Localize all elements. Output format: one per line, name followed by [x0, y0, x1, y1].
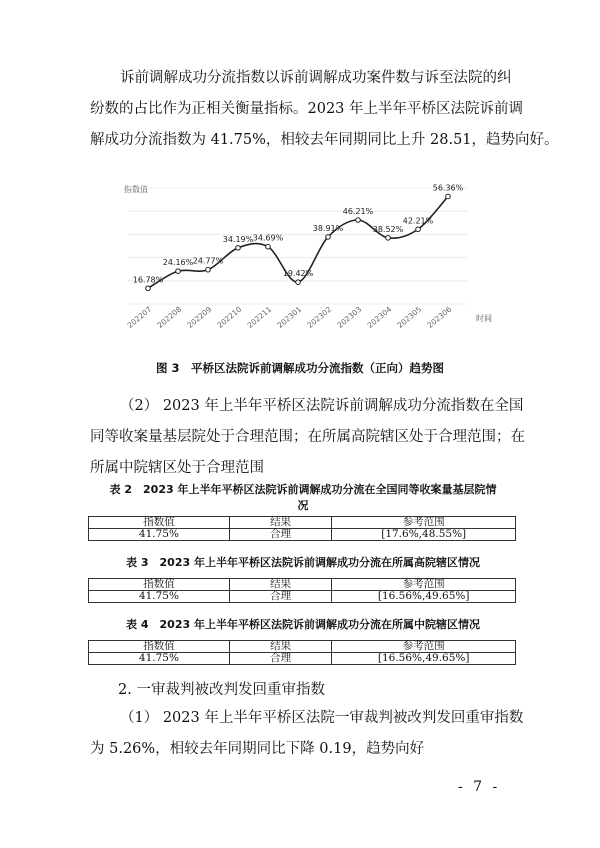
- data-label: 16.78%: [132, 275, 164, 285]
- x-tick-label: 202208: [155, 304, 184, 330]
- caption-line: 表 4 2023 年上半年平桥区法院诉前调解成功分流在所属中院辖区情况: [126, 618, 480, 631]
- data-point: [236, 246, 241, 251]
- data-label: 38.52%: [372, 224, 404, 234]
- paragraph-line: 所属中院辖区处于合理范围: [90, 460, 264, 476]
- range-cell: [16.56%,49.65%]: [332, 591, 516, 603]
- data-label: 34.19%: [222, 234, 254, 244]
- chart-xlabel: 时间: [476, 314, 492, 323]
- data-label: 24.16%: [162, 258, 194, 268]
- x-tick-label: 202304: [365, 304, 394, 330]
- x-tick-label: 202209: [185, 304, 214, 330]
- chart-ylabel: 指数值: [124, 185, 148, 194]
- data-point: [386, 236, 391, 241]
- data-label: 46.21%: [342, 206, 374, 216]
- range-cell: [17.6%,48.55%]: [332, 529, 516, 541]
- table-row: [89, 591, 516, 603]
- data-point: [446, 194, 451, 199]
- result-cell: 合理: [229, 653, 331, 665]
- data-point: [356, 218, 361, 223]
- data-point: [176, 269, 181, 274]
- header-cell: 结果: [229, 641, 331, 653]
- x-tick-label: 202305: [395, 304, 424, 330]
- paragraph-range: [90, 391, 525, 484]
- table-header-row: [89, 579, 516, 591]
- section-heading: 2. 一审裁判被改判发回重审指数: [118, 682, 325, 698]
- header-cell: 参考范围: [332, 517, 516, 529]
- paragraph-intro: [90, 63, 559, 156]
- header-cell: 指数值: [89, 579, 230, 591]
- reference-table-high-court: [88, 578, 516, 603]
- table-row: [89, 653, 516, 665]
- value-cell: 41.75%: [89, 529, 230, 541]
- table-row: [89, 529, 516, 541]
- paragraph-retrial: [90, 703, 524, 765]
- data-point: [326, 235, 331, 240]
- value-cell: 41.75%: [89, 653, 230, 665]
- header-cell: 指数值: [89, 517, 230, 529]
- data-label: 19.42%: [282, 269, 314, 279]
- data-label: 38.91%: [312, 223, 344, 233]
- header-cell: 参考范围: [332, 579, 516, 591]
- x-tick-label: 202301: [275, 304, 304, 330]
- header-cell: 指数值: [89, 641, 230, 653]
- header-cell: 结果: [229, 579, 331, 591]
- result-cell: 合理: [229, 591, 331, 603]
- paragraph-line: （2） 2023 年上半年平桥区法院诉前调解成功分流指数在全国: [120, 398, 524, 414]
- table-caption: [88, 617, 518, 633]
- figure-caption: 图 3 平桥区法院诉前调解成功分流指数（正向）趋势图: [155, 361, 444, 375]
- x-tick-label: 202207: [125, 304, 154, 330]
- x-tick-label: 202211: [245, 304, 274, 330]
- reference-table-intermediate-court: [88, 640, 516, 665]
- table-header-row: [89, 641, 516, 653]
- table-caption: [88, 482, 518, 514]
- paragraph-line: （1） 2023 年上半年平桥区法院一审裁判被改判发回重审指数: [120, 710, 524, 726]
- data-label: 42.21%: [402, 216, 434, 226]
- data-label: 34.69%: [252, 233, 284, 243]
- data-point: [416, 227, 421, 232]
- caption-line: 表 3 2023 年上半年平桥区法院诉前调解成功分流在所属高院辖区情况: [126, 556, 480, 569]
- data-point: [206, 267, 211, 272]
- data-point: [266, 244, 271, 249]
- x-tick-label: 202302: [305, 304, 334, 330]
- result-cell: 合理: [229, 529, 331, 541]
- data-point: [146, 286, 151, 291]
- page-number: - 7 -: [458, 779, 501, 795]
- x-tick-label: 202306: [425, 304, 454, 330]
- data-label: 56.36%: [432, 183, 464, 193]
- reference-table-national: [88, 516, 516, 541]
- value-cell: 41.75%: [89, 591, 230, 603]
- header-cell: 参考范围: [332, 641, 516, 653]
- paragraph-line: 解成功分流指数为 41.75%，相较去年同期同比上升 28.51，趋势向好。: [90, 132, 559, 148]
- caption-line: 表 2 2023 年上半年平桥区法院诉前调解成功分流在全国同等收案量基层院情: [109, 483, 497, 496]
- caption-line: 况: [297, 499, 309, 512]
- paragraph-line: 诉前调解成功分流指数以诉前调解成功案件数与诉至法院的纠: [120, 70, 512, 86]
- paragraph-line: 同等收案量基层院处于合理范围；在所属高院辖区处于合理范围；在: [90, 429, 525, 445]
- trend-line-chart: [118, 180, 498, 330]
- header-cell: 结果: [229, 517, 331, 529]
- table-header-row: [89, 517, 516, 529]
- range-cell: [16.56%,49.65%]: [332, 653, 516, 665]
- x-tick-label: 202210: [215, 304, 244, 330]
- table-caption: [88, 555, 518, 571]
- paragraph-line: 为 5.26%，相较去年同期同比下降 0.19，趋势向好: [90, 741, 425, 757]
- paragraph-line: 纷数的占比作为正相关衡量指标。2023 年上半年平桥区法院诉前调: [90, 101, 524, 117]
- x-tick-label: 202303: [335, 304, 364, 330]
- data-point: [296, 280, 301, 285]
- data-label: 24.77%: [192, 256, 224, 266]
